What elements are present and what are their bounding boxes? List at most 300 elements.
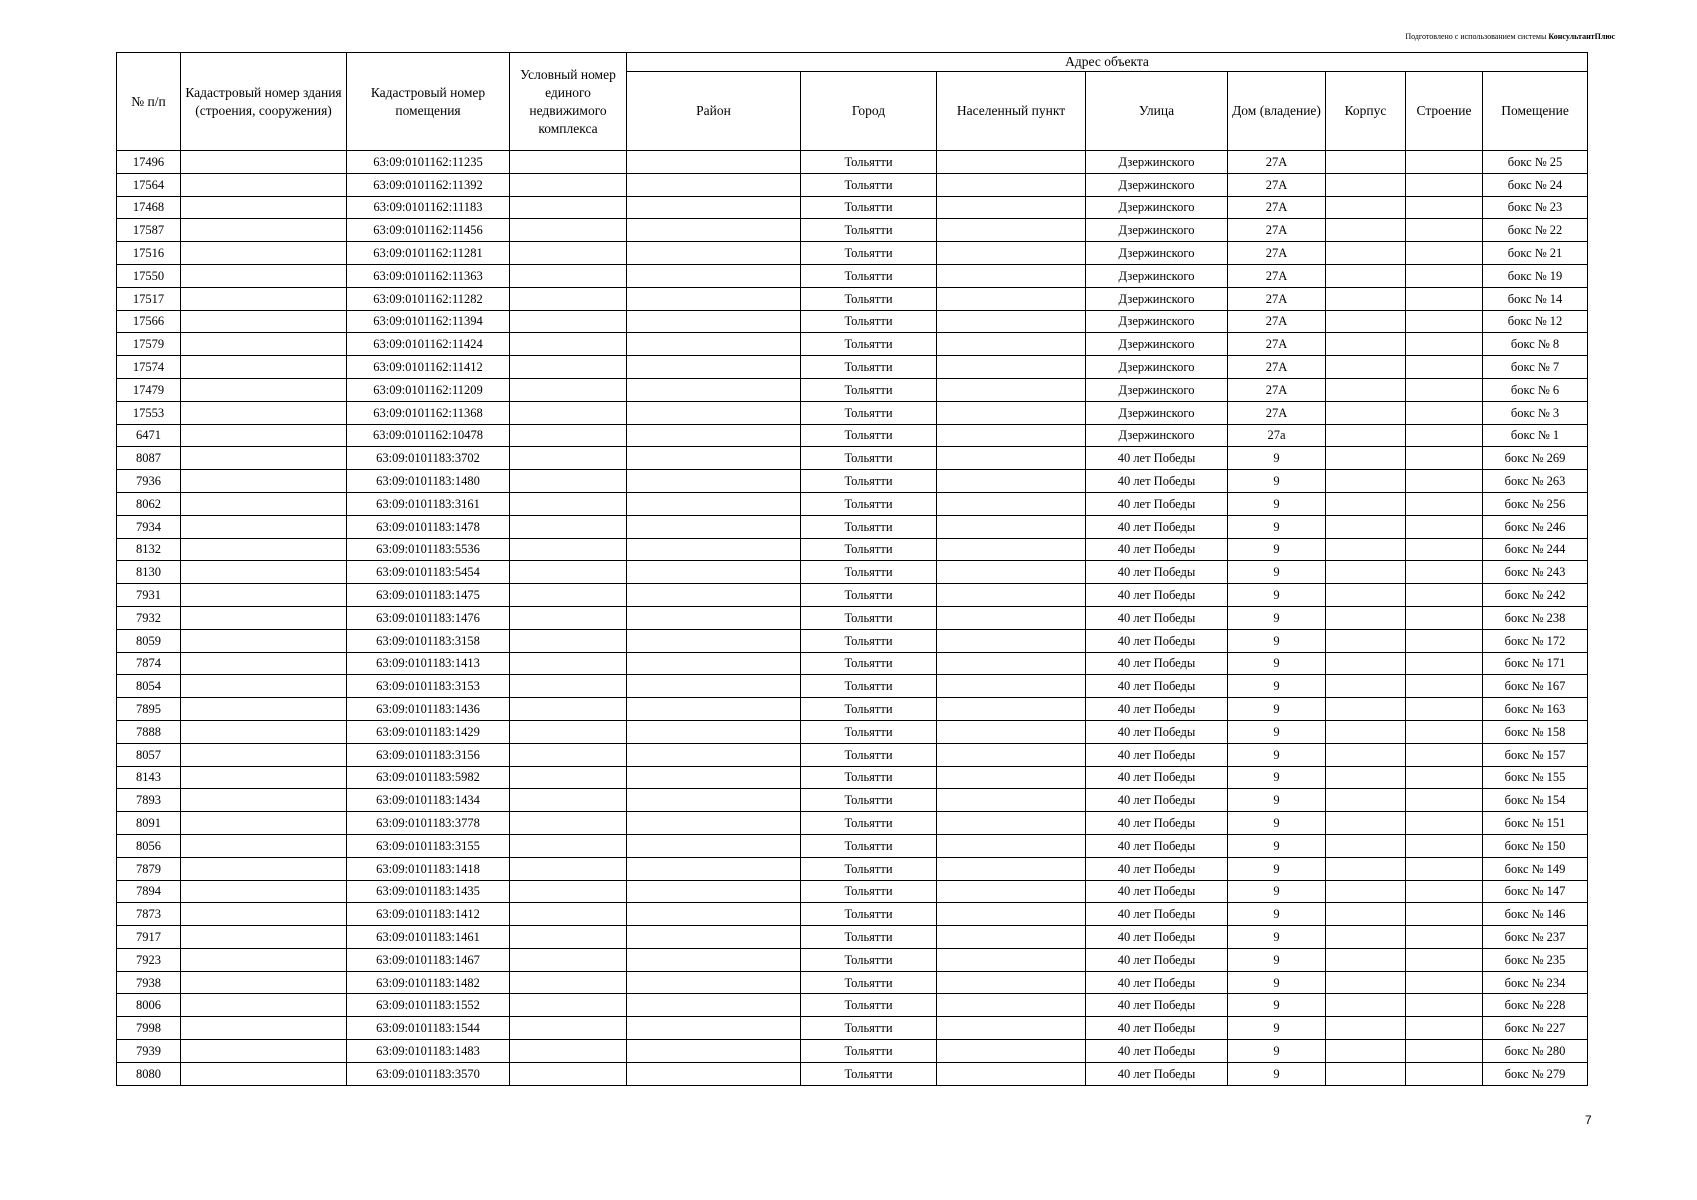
cell-complex-number: [510, 994, 627, 1017]
cell-settlement: [937, 698, 1086, 721]
cell-complex-number: [510, 401, 627, 424]
cell-settlement: [937, 971, 1086, 994]
table-row: [117, 356, 1588, 379]
cell-district: [627, 378, 801, 401]
cell-block: [1326, 834, 1406, 857]
cell-district: [627, 470, 801, 493]
cell-building: [1406, 789, 1483, 812]
cell-street: 40 лет Победы: [1086, 606, 1228, 629]
cell-room-cadastral: 63:09:0101162:11281: [347, 242, 510, 265]
table-row: [117, 1062, 1588, 1085]
cell-room-cadastral: 63:09:0101183:3155: [347, 834, 510, 857]
cell-house: 9: [1228, 834, 1326, 857]
cell-house: 27А: [1228, 173, 1326, 196]
cell-building: [1406, 492, 1483, 515]
cell-room-cadastral: 63:09:0101183:1478: [347, 515, 510, 538]
cell-settlement: [937, 219, 1086, 242]
cell-building: [1406, 219, 1483, 242]
cell-complex-number: [510, 584, 627, 607]
cell-settlement: [937, 242, 1086, 265]
header-block: Корпус: [1326, 72, 1406, 151]
cell-city: Тольятти: [801, 743, 937, 766]
cell-room: бокс № 242: [1483, 584, 1588, 607]
cell-building-cadastral: [181, 561, 347, 584]
cell-district: [627, 1062, 801, 1085]
cell-block: [1326, 538, 1406, 561]
cell-district: [627, 173, 801, 196]
cell-num: 8130: [117, 561, 181, 584]
cell-block: [1326, 743, 1406, 766]
cell-city: Тольятти: [801, 561, 937, 584]
cell-city: Тольятти: [801, 948, 937, 971]
cell-room: бокс № 21: [1483, 242, 1588, 265]
cell-building: [1406, 196, 1483, 219]
cell-district: [627, 310, 801, 333]
cell-building: [1406, 242, 1483, 265]
cell-room-cadastral: 63:09:0101162:11394: [347, 310, 510, 333]
cell-building-cadastral: [181, 1017, 347, 1040]
cell-num: 8054: [117, 675, 181, 698]
header-complex-number: Условный номер единого недвижимого комплекса: [510, 53, 627, 151]
cell-room-cadastral: 63:09:0101183:1552: [347, 994, 510, 1017]
cell-building: [1406, 948, 1483, 971]
cell-house: 27А: [1228, 356, 1326, 379]
cell-building: [1406, 903, 1483, 926]
cell-settlement: [937, 834, 1086, 857]
cell-building: [1406, 356, 1483, 379]
cell-building: [1406, 743, 1483, 766]
cell-district: [627, 515, 801, 538]
cell-house: 9: [1228, 720, 1326, 743]
cell-room: бокс № 157: [1483, 743, 1588, 766]
cell-building: [1406, 310, 1483, 333]
cell-settlement: [937, 903, 1086, 926]
cell-city: Тольятти: [801, 720, 937, 743]
cell-building-cadastral: [181, 401, 347, 424]
cell-room-cadastral: 63:09:0101162:11392: [347, 173, 510, 196]
cell-building: [1406, 812, 1483, 835]
header-city: Город: [801, 72, 937, 151]
cell-street: 40 лет Победы: [1086, 652, 1228, 675]
cell-block: [1326, 492, 1406, 515]
header-building: Строение: [1406, 72, 1483, 151]
cell-street: 40 лет Победы: [1086, 1062, 1228, 1085]
cell-street: 40 лет Победы: [1086, 1040, 1228, 1063]
cell-house: 9: [1228, 1017, 1326, 1040]
cell-house: 9: [1228, 971, 1326, 994]
cell-settlement: [937, 766, 1086, 789]
cell-room: бокс № 149: [1483, 857, 1588, 880]
cell-building: [1406, 766, 1483, 789]
header-room-cadastral: Кадастровый номер помещения: [347, 53, 510, 151]
cell-num: 17517: [117, 287, 181, 310]
cell-city: Тольятти: [801, 1062, 937, 1085]
cell-room: бокс № 1: [1483, 424, 1588, 447]
cell-district: [627, 447, 801, 470]
table-row: [117, 971, 1588, 994]
cell-settlement: [937, 948, 1086, 971]
cell-block: [1326, 652, 1406, 675]
cell-city: Тольятти: [801, 219, 937, 242]
cell-city: Тольятти: [801, 151, 937, 174]
cell-district: [627, 880, 801, 903]
cell-building: [1406, 1040, 1483, 1063]
cell-street: 40 лет Победы: [1086, 789, 1228, 812]
cell-settlement: [937, 310, 1086, 333]
cell-district: [627, 903, 801, 926]
cell-street: Дзержинского: [1086, 242, 1228, 265]
cell-complex-number: [510, 470, 627, 493]
cell-block: [1326, 196, 1406, 219]
cell-street: 40 лет Победы: [1086, 971, 1228, 994]
cell-num: 8091: [117, 812, 181, 835]
cell-building-cadastral: [181, 629, 347, 652]
cell-block: [1326, 333, 1406, 356]
cell-complex-number: [510, 424, 627, 447]
cell-settlement: [937, 1017, 1086, 1040]
table-row: [117, 834, 1588, 857]
cell-num: 17479: [117, 378, 181, 401]
cell-num: 8057: [117, 743, 181, 766]
table-row: [117, 743, 1588, 766]
cell-building: [1406, 333, 1483, 356]
cell-city: Тольятти: [801, 264, 937, 287]
cell-num: 17496: [117, 151, 181, 174]
cell-complex-number: [510, 903, 627, 926]
cell-street: Дзержинского: [1086, 424, 1228, 447]
table-row: [117, 333, 1588, 356]
cell-street: Дзержинского: [1086, 264, 1228, 287]
cell-complex-number: [510, 675, 627, 698]
cell-room: бокс № 19: [1483, 264, 1588, 287]
table-row: [117, 766, 1588, 789]
cell-city: Тольятти: [801, 287, 937, 310]
cell-city: Тольятти: [801, 492, 937, 515]
cell-building: [1406, 994, 1483, 1017]
cell-district: [627, 812, 801, 835]
cell-city: Тольятти: [801, 971, 937, 994]
table-row: [117, 219, 1588, 242]
table-row: [117, 948, 1588, 971]
cell-num: 7873: [117, 903, 181, 926]
cell-num: 7938: [117, 971, 181, 994]
cell-room-cadastral: 63:09:0101183:1418: [347, 857, 510, 880]
cell-block: [1326, 903, 1406, 926]
cell-street: Дзержинского: [1086, 310, 1228, 333]
cell-num: 17564: [117, 173, 181, 196]
cell-room: бокс № 151: [1483, 812, 1588, 835]
cell-city: Тольятти: [801, 629, 937, 652]
cell-complex-number: [510, 698, 627, 721]
cell-district: [627, 652, 801, 675]
cell-settlement: [937, 629, 1086, 652]
cell-building-cadastral: [181, 948, 347, 971]
cell-street: 40 лет Победы: [1086, 447, 1228, 470]
cell-block: [1326, 675, 1406, 698]
cell-complex-number: [510, 971, 627, 994]
cell-street: 40 лет Победы: [1086, 743, 1228, 766]
cell-num: 8143: [117, 766, 181, 789]
cell-num: 17516: [117, 242, 181, 265]
cell-room: бокс № 146: [1483, 903, 1588, 926]
cell-building-cadastral: [181, 378, 347, 401]
cell-room-cadastral: 63:09:0101183:1544: [347, 1017, 510, 1040]
cell-district: [627, 971, 801, 994]
cell-house: 27а: [1228, 424, 1326, 447]
cell-room-cadastral: 63:09:0101162:11209: [347, 378, 510, 401]
cell-settlement: [937, 196, 1086, 219]
cell-settlement: [937, 994, 1086, 1017]
cell-room-cadastral: 63:09:0101183:3153: [347, 675, 510, 698]
cell-complex-number: [510, 812, 627, 835]
cell-city: Тольятти: [801, 926, 937, 949]
cell-room-cadastral: 63:09:0101183:1434: [347, 789, 510, 812]
cell-district: [627, 356, 801, 379]
cell-district: [627, 698, 801, 721]
cell-city: Тольятти: [801, 698, 937, 721]
cell-complex-number: [510, 766, 627, 789]
cell-room-cadastral: 63:09:0101183:1413: [347, 652, 510, 675]
cell-building-cadastral: [181, 515, 347, 538]
cell-building-cadastral: [181, 698, 347, 721]
cell-building-cadastral: [181, 971, 347, 994]
cell-room: бокс № 171: [1483, 652, 1588, 675]
cell-house: 9: [1228, 812, 1326, 835]
cell-room: бокс № 172: [1483, 629, 1588, 652]
cell-street: Дзержинского: [1086, 356, 1228, 379]
cell-house: 9: [1228, 948, 1326, 971]
cell-settlement: [937, 789, 1086, 812]
cell-settlement: [937, 264, 1086, 287]
cell-street: 40 лет Победы: [1086, 766, 1228, 789]
cell-complex-number: [510, 242, 627, 265]
cell-num: 17574: [117, 356, 181, 379]
cell-room: бокс № 243: [1483, 561, 1588, 584]
cell-building: [1406, 675, 1483, 698]
cell-house: 9: [1228, 1062, 1326, 1085]
cell-house: 9: [1228, 538, 1326, 561]
cell-block: [1326, 1062, 1406, 1085]
cell-block: [1326, 151, 1406, 174]
cell-street: 40 лет Победы: [1086, 515, 1228, 538]
cell-house: 9: [1228, 447, 1326, 470]
table-header: [117, 53, 1588, 151]
cell-room: бокс № 25: [1483, 151, 1588, 174]
cell-building: [1406, 561, 1483, 584]
cell-house: 9: [1228, 652, 1326, 675]
cell-complex-number: [510, 857, 627, 880]
cell-block: [1326, 401, 1406, 424]
cell-room: бокс № 23: [1483, 196, 1588, 219]
cell-room: бокс № 150: [1483, 834, 1588, 857]
cell-street: 40 лет Победы: [1086, 675, 1228, 698]
cell-building: [1406, 470, 1483, 493]
cell-building-cadastral: [181, 606, 347, 629]
cell-house: 9: [1228, 561, 1326, 584]
cell-room-cadastral: 63:09:0101183:3778: [347, 812, 510, 835]
cell-block: [1326, 880, 1406, 903]
cell-street: 40 лет Победы: [1086, 492, 1228, 515]
cell-district: [627, 196, 801, 219]
cell-complex-number: [510, 880, 627, 903]
cell-block: [1326, 242, 1406, 265]
table-row: [117, 994, 1588, 1017]
cell-building-cadastral: [181, 903, 347, 926]
cell-complex-number: [510, 219, 627, 242]
cell-building-cadastral: [181, 1062, 347, 1085]
cell-district: [627, 926, 801, 949]
table-row: [117, 173, 1588, 196]
cell-building: [1406, 720, 1483, 743]
cell-house: 9: [1228, 492, 1326, 515]
cell-room-cadastral: 63:09:0101183:1461: [347, 926, 510, 949]
cell-house: 9: [1228, 629, 1326, 652]
cell-house: 9: [1228, 766, 1326, 789]
cell-building: [1406, 926, 1483, 949]
cell-house: 27А: [1228, 333, 1326, 356]
cell-settlement: [937, 857, 1086, 880]
cell-street: 40 лет Победы: [1086, 584, 1228, 607]
cell-district: [627, 264, 801, 287]
cell-street: 40 лет Победы: [1086, 903, 1228, 926]
cell-district: [627, 492, 801, 515]
cell-building-cadastral: [181, 789, 347, 812]
cell-street: 40 лет Победы: [1086, 698, 1228, 721]
cell-street: Дзержинского: [1086, 333, 1228, 356]
cell-block: [1326, 1040, 1406, 1063]
cell-street: 40 лет Победы: [1086, 1017, 1228, 1040]
cell-num: 7879: [117, 857, 181, 880]
cell-room-cadastral: 63:09:0101162:11456: [347, 219, 510, 242]
table-row: [117, 880, 1588, 903]
cell-house: 27А: [1228, 378, 1326, 401]
cell-district: [627, 948, 801, 971]
cell-district: [627, 584, 801, 607]
cell-block: [1326, 812, 1406, 835]
cell-settlement: [937, 720, 1086, 743]
table-row: [117, 424, 1588, 447]
table-row: [117, 401, 1588, 424]
cell-city: Тольятти: [801, 470, 937, 493]
cell-block: [1326, 424, 1406, 447]
cell-building-cadastral: [181, 720, 347, 743]
cell-district: [627, 606, 801, 629]
cell-city: Тольятти: [801, 333, 937, 356]
cell-settlement: [937, 356, 1086, 379]
cell-building: [1406, 538, 1483, 561]
cell-house: 9: [1228, 698, 1326, 721]
cell-building: [1406, 606, 1483, 629]
cell-district: [627, 857, 801, 880]
cell-street: Дзержинского: [1086, 287, 1228, 310]
cell-complex-number: [510, 492, 627, 515]
prepared-note-brand: КонсультантПлюс: [1548, 32, 1615, 41]
cell-block: [1326, 356, 1406, 379]
cell-city: Тольятти: [801, 538, 937, 561]
cell-room: бокс № 14: [1483, 287, 1588, 310]
cell-num: 7934: [117, 515, 181, 538]
cell-num: 17553: [117, 401, 181, 424]
cell-street: 40 лет Победы: [1086, 948, 1228, 971]
cell-room-cadastral: 63:09:0101183:3702: [347, 447, 510, 470]
cell-building-cadastral: [181, 424, 347, 447]
cell-num: 7939: [117, 1040, 181, 1063]
cell-city: Тольятти: [801, 834, 937, 857]
table-row: [117, 378, 1588, 401]
cell-city: Тольятти: [801, 378, 937, 401]
cell-complex-number: [510, 926, 627, 949]
cell-complex-number: [510, 447, 627, 470]
cell-city: Тольятти: [801, 994, 937, 1017]
cell-block: [1326, 219, 1406, 242]
cell-settlement: [937, 743, 1086, 766]
cell-city: Тольятти: [801, 515, 937, 538]
cell-street: Дзержинского: [1086, 173, 1228, 196]
cell-room: бокс № 167: [1483, 675, 1588, 698]
cell-settlement: [937, 675, 1086, 698]
cell-num: 17579: [117, 333, 181, 356]
cell-block: [1326, 766, 1406, 789]
cell-settlement: [937, 926, 1086, 949]
cell-room-cadastral: 63:09:0101183:3570: [347, 1062, 510, 1085]
cell-complex-number: [510, 287, 627, 310]
cell-city: Тольятти: [801, 447, 937, 470]
cell-num: 7936: [117, 470, 181, 493]
cell-city: Тольятти: [801, 401, 937, 424]
cell-num: 17587: [117, 219, 181, 242]
cell-building-cadastral: [181, 926, 347, 949]
table-row: [117, 789, 1588, 812]
table-body: [117, 151, 1588, 1086]
cell-city: Тольятти: [801, 652, 937, 675]
cell-settlement: [937, 812, 1086, 835]
cell-settlement: [937, 538, 1086, 561]
cell-house: 9: [1228, 606, 1326, 629]
cell-house: 27А: [1228, 219, 1326, 242]
cell-num: 8132: [117, 538, 181, 561]
cell-street: Дзержинского: [1086, 219, 1228, 242]
cell-building-cadastral: [181, 492, 347, 515]
cell-building-cadastral: [181, 994, 347, 1017]
cell-district: [627, 242, 801, 265]
cell-building-cadastral: [181, 834, 347, 857]
cell-block: [1326, 173, 1406, 196]
cell-settlement: [937, 470, 1086, 493]
table-row: [117, 447, 1588, 470]
cell-district: [627, 538, 801, 561]
cell-city: Тольятти: [801, 789, 937, 812]
cell-num: 8056: [117, 834, 181, 857]
table-row: [117, 584, 1588, 607]
cell-room: бокс № 246: [1483, 515, 1588, 538]
cell-district: [627, 994, 801, 1017]
cell-room: бокс № 238: [1483, 606, 1588, 629]
table-row: [117, 652, 1588, 675]
cell-room-cadastral: 63:09:0101162:11282: [347, 287, 510, 310]
table-row: [117, 264, 1588, 287]
cell-building-cadastral: [181, 333, 347, 356]
cell-block: [1326, 948, 1406, 971]
cell-complex-number: [510, 310, 627, 333]
table-row: [117, 151, 1588, 174]
cell-house: 9: [1228, 515, 1326, 538]
cell-complex-number: [510, 948, 627, 971]
cell-room-cadastral: 63:09:0101183:3156: [347, 743, 510, 766]
cell-room: бокс № 155: [1483, 766, 1588, 789]
cell-room-cadastral: 63:09:0101162:11412: [347, 356, 510, 379]
cell-settlement: [937, 584, 1086, 607]
cell-building-cadastral: [181, 173, 347, 196]
